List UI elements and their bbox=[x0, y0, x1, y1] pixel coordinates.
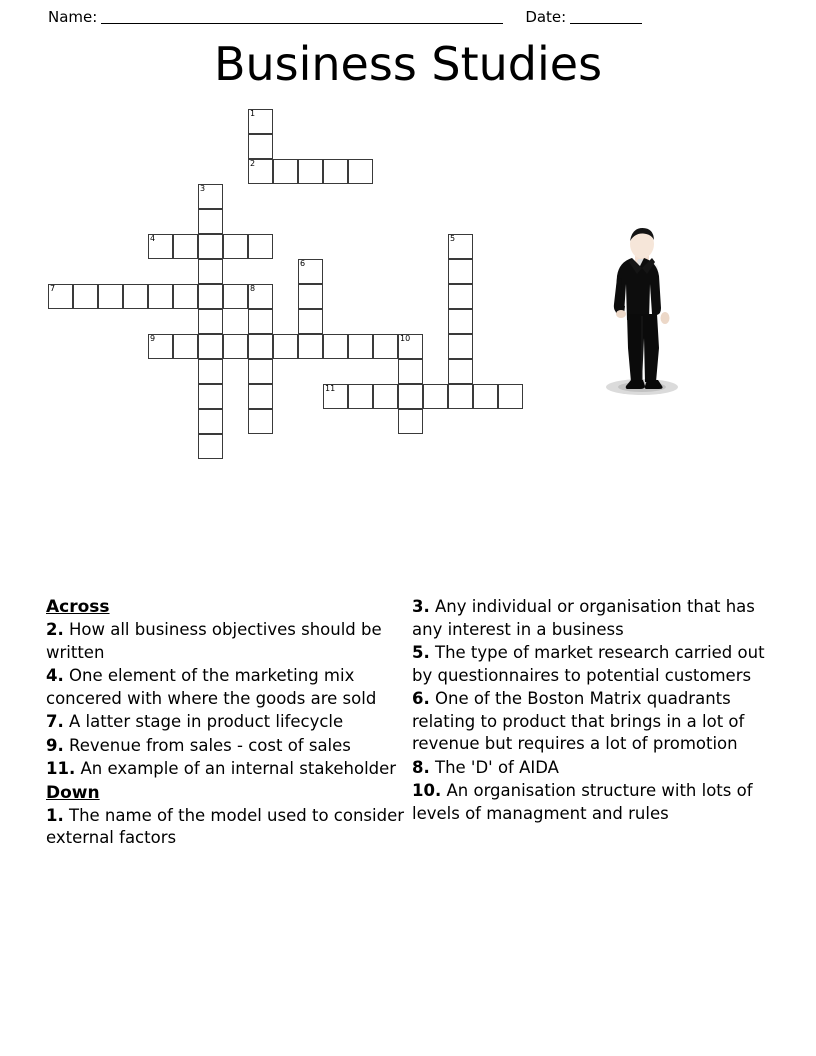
crossword-cell[interactable] bbox=[173, 334, 198, 359]
crossword-cell[interactable] bbox=[198, 384, 223, 409]
clue-text: A latter stage in product lifecycle bbox=[63, 712, 344, 731]
crossword-cell[interactable] bbox=[348, 384, 373, 409]
crossword-cell[interactable] bbox=[123, 284, 148, 309]
crossword-cell[interactable] bbox=[448, 359, 473, 384]
crossword-cell[interactable] bbox=[198, 409, 223, 434]
clue-text: An organisation structure with lots of levels of managment and rules bbox=[412, 781, 753, 823]
clue-text: The type of market research carried out by questionnaires to potential customers bbox=[412, 643, 765, 685]
clue-item bbox=[46, 665, 404, 710]
crossword-cell[interactable] bbox=[298, 159, 323, 184]
crossword-cell[interactable] bbox=[348, 334, 373, 359]
crossword-cell[interactable] bbox=[398, 359, 423, 384]
crossword-cell[interactable] bbox=[98, 284, 123, 309]
crossword-cell[interactable] bbox=[248, 359, 273, 384]
clue-number: 2. bbox=[46, 620, 64, 639]
crossword-cell[interactable] bbox=[148, 234, 173, 259]
crossword-cell-number: 9 bbox=[150, 334, 156, 343]
crossword-cell[interactable] bbox=[198, 284, 223, 309]
page-title: Business Studies bbox=[213, 37, 603, 91]
crossword-cell[interactable] bbox=[423, 384, 448, 409]
clue-item bbox=[46, 805, 404, 850]
crossword-cell[interactable] bbox=[398, 384, 423, 409]
crossword-cell[interactable] bbox=[198, 259, 223, 284]
clue-item bbox=[412, 780, 770, 825]
clue-item bbox=[46, 619, 404, 664]
clue-item bbox=[46, 735, 404, 758]
crossword-cell-number: 6 bbox=[300, 259, 306, 268]
crossword-cell[interactable] bbox=[223, 234, 248, 259]
clue-text: An example of an internal stakeholder bbox=[75, 759, 397, 778]
crossword-grid[interactable] bbox=[0, 0, 816, 480]
crossword-cell[interactable] bbox=[273, 334, 298, 359]
crossword-cell[interactable] bbox=[448, 284, 473, 309]
name-label: Name: bbox=[48, 8, 98, 26]
crossword-cell[interactable] bbox=[198, 209, 223, 234]
crossword-cell[interactable] bbox=[373, 384, 398, 409]
clue-item bbox=[46, 711, 404, 734]
crossword-cell[interactable] bbox=[448, 309, 473, 334]
crossword-cell[interactable] bbox=[198, 359, 223, 384]
crossword-cell-number: 7 bbox=[50, 284, 56, 293]
crossword-cell[interactable] bbox=[223, 334, 248, 359]
crossword-cell[interactable] bbox=[198, 334, 223, 359]
clue-text: One element of the marketing mix concered with where the goods are sold bbox=[46, 666, 377, 708]
crossword-cell[interactable] bbox=[223, 284, 248, 309]
clue-number: 11. bbox=[46, 759, 76, 778]
clue-text: One of the Boston Matrix quadrants relating to product that brings in a lot of revenue but requires a lot of promotion bbox=[412, 689, 745, 753]
clue-number: 5. bbox=[412, 643, 430, 662]
crossword-cell[interactable] bbox=[248, 384, 273, 409]
crossword-cell-number: 4 bbox=[150, 234, 156, 243]
crossword-cell[interactable] bbox=[173, 234, 198, 259]
clue-number: 7. bbox=[46, 712, 64, 731]
crossword-cell[interactable] bbox=[248, 109, 273, 134]
crossword-cell[interactable] bbox=[273, 159, 298, 184]
crossword-cell-number: 5 bbox=[450, 234, 456, 243]
crossword-cell[interactable] bbox=[323, 384, 348, 409]
crossword-cell[interactable] bbox=[248, 159, 273, 184]
crossword-cell-number: 3 bbox=[200, 184, 206, 193]
crossword-cell[interactable] bbox=[248, 234, 273, 259]
crossword-cell[interactable] bbox=[298, 284, 323, 309]
clue-text: The name of the model used to consider external factors bbox=[46, 805, 405, 847]
clue-text: How all business objectives should be written bbox=[46, 620, 382, 662]
crossword-cell[interactable] bbox=[173, 284, 198, 309]
clue-number: 9. bbox=[46, 735, 64, 755]
crossword-cell[interactable] bbox=[448, 384, 473, 409]
clue-item bbox=[412, 757, 770, 780]
clue-text: Revenue from sales - cost of sales bbox=[63, 735, 351, 755]
clues-heading-down: Down bbox=[46, 782, 100, 803]
date-label: Date: bbox=[525, 8, 567, 26]
crossword-cell[interactable] bbox=[248, 134, 273, 159]
clue-number: 1. bbox=[46, 805, 64, 825]
crossword-cell[interactable] bbox=[48, 284, 73, 309]
crossword-cell[interactable] bbox=[298, 334, 323, 359]
clue-number: 3. bbox=[412, 597, 430, 616]
clues-heading-across: Across bbox=[46, 597, 110, 617]
crossword-cell-number: 8 bbox=[250, 284, 256, 293]
crossword-cell[interactable] bbox=[248, 309, 273, 334]
clue-number: 10. bbox=[412, 781, 442, 800]
crossword-cell[interactable] bbox=[198, 184, 223, 209]
clue-number: 4. bbox=[46, 666, 64, 685]
crossword-cell[interactable] bbox=[373, 334, 398, 359]
clue-item bbox=[412, 596, 770, 641]
crossword-cell[interactable] bbox=[73, 284, 98, 309]
crossword-cell[interactable] bbox=[248, 284, 273, 309]
crossword-cell[interactable] bbox=[448, 259, 473, 284]
clue-item bbox=[412, 688, 770, 756]
crossword-cell-number: 1 bbox=[250, 109, 256, 118]
crossword-cell[interactable] bbox=[248, 409, 273, 434]
clue-number: 6. bbox=[412, 689, 430, 708]
businessman-illustration bbox=[596, 226, 688, 398]
clues-right-column bbox=[412, 596, 770, 826]
crossword-cell-number: 10 bbox=[400, 334, 411, 343]
crossword-cell[interactable] bbox=[448, 334, 473, 359]
crossword-cell[interactable] bbox=[498, 384, 523, 409]
crossword-cell-number: 11 bbox=[325, 384, 336, 393]
crossword-cell[interactable] bbox=[198, 234, 223, 259]
crossword-cell[interactable] bbox=[198, 434, 223, 459]
crossword-cell[interactable] bbox=[398, 409, 423, 434]
crossword-cell[interactable] bbox=[473, 384, 498, 409]
clue-item bbox=[412, 642, 770, 687]
crossword-cell[interactable] bbox=[148, 334, 173, 359]
clue-number: 8. bbox=[412, 757, 430, 777]
clues-left-column bbox=[46, 596, 404, 851]
crossword-cell[interactable] bbox=[348, 159, 373, 184]
clue-item bbox=[46, 758, 404, 781]
crossword-cell[interactable] bbox=[323, 159, 348, 184]
crossword-cell[interactable] bbox=[323, 334, 348, 359]
crossword-cell[interactable] bbox=[398, 334, 423, 359]
crossword-cell[interactable] bbox=[448, 234, 473, 259]
clue-text: The 'D' of AIDA bbox=[429, 757, 559, 777]
clue-text: Any individual or organisation that has any interest in a business bbox=[412, 597, 755, 639]
crossword-cell[interactable] bbox=[248, 334, 273, 359]
crossword-cell[interactable] bbox=[298, 259, 323, 284]
crossword-cell[interactable] bbox=[148, 284, 173, 309]
crossword-cell-number: 2 bbox=[250, 159, 256, 168]
crossword-cell[interactable] bbox=[298, 309, 323, 334]
crossword-cell[interactable] bbox=[198, 309, 223, 334]
